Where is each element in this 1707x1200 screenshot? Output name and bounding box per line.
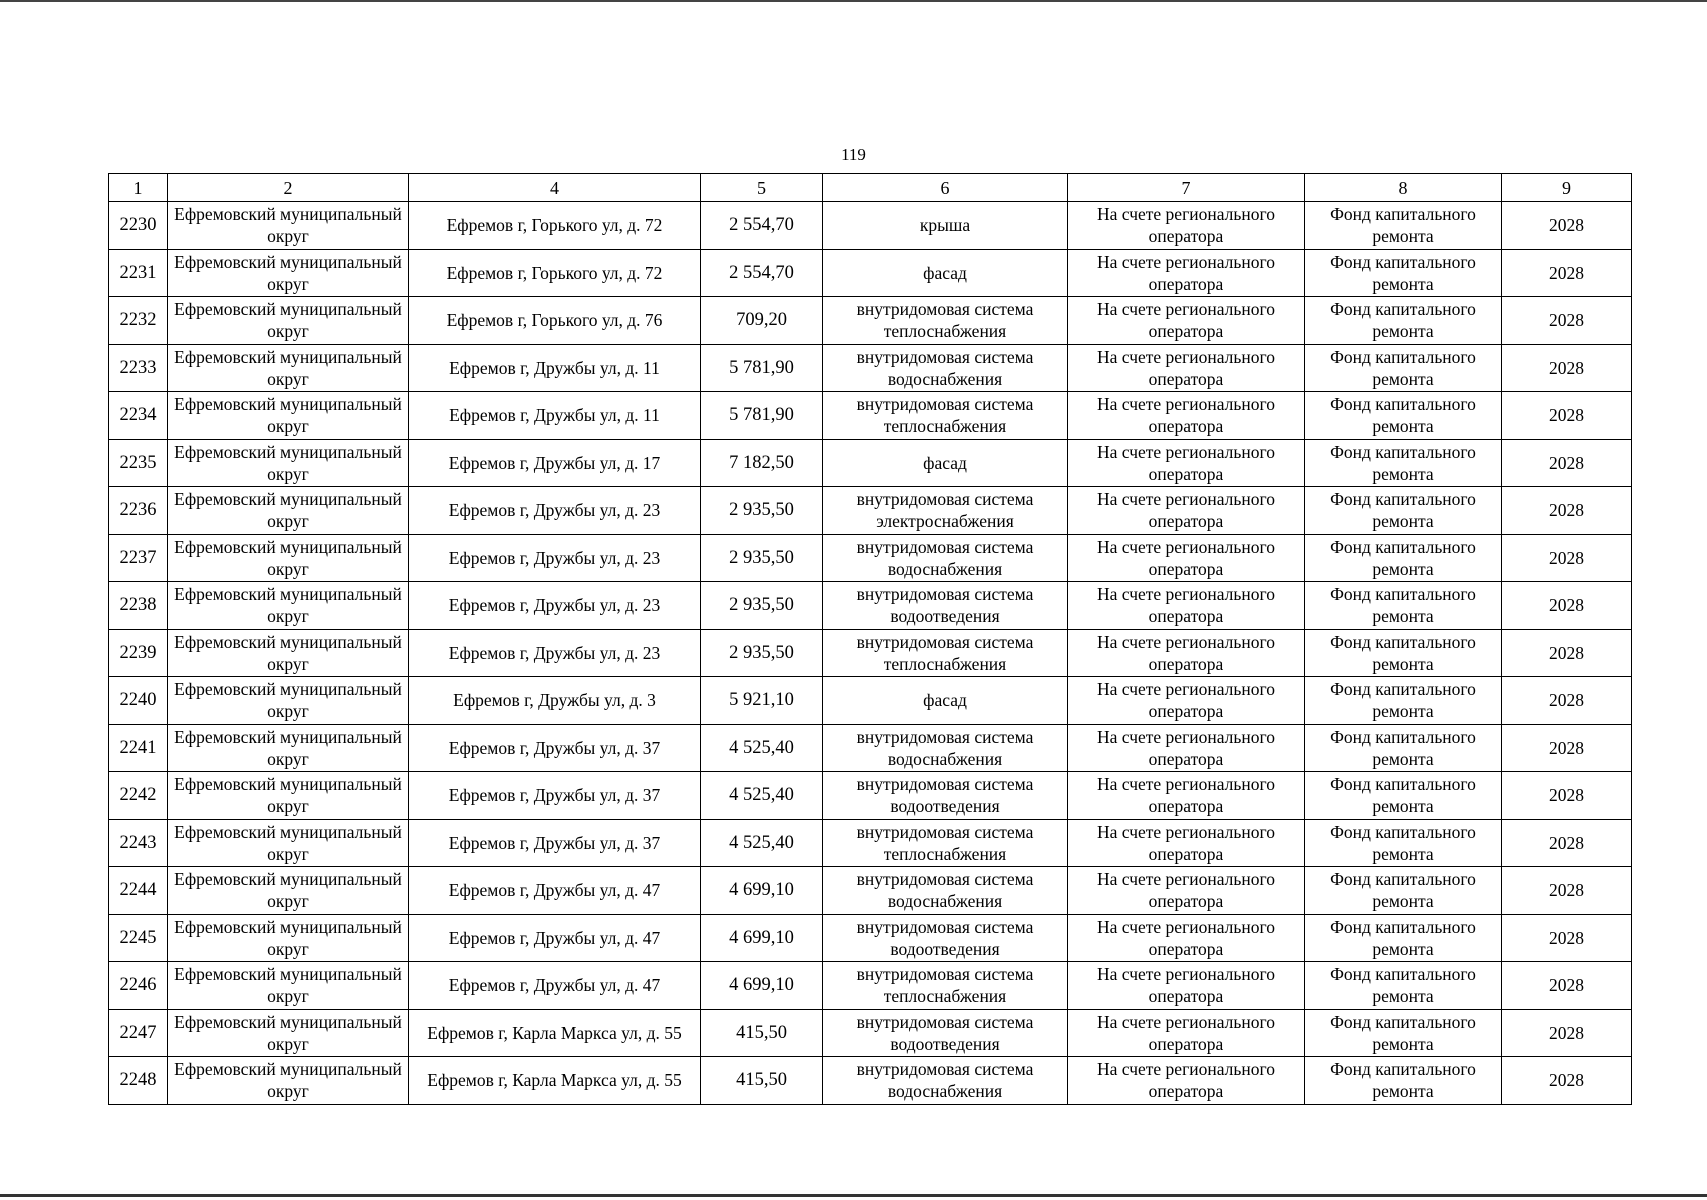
district-cell: Ефремовский муниципальный округ — [168, 1057, 409, 1105]
column-header: 7 — [1068, 174, 1305, 202]
row-number-cell: 2244 — [109, 867, 168, 915]
funding-source-cell: Фонд капитального ремонта — [1305, 392, 1502, 440]
year-cell: 2028 — [1502, 867, 1632, 915]
year-cell: 2028 — [1502, 439, 1632, 487]
table-row — [109, 629, 1632, 677]
address-cell: Ефремов г, Дружбы ул, д. 11 — [409, 344, 701, 392]
area-cell: 2 935,50 — [701, 582, 823, 630]
account-cell: На счете регионального оператора — [1068, 677, 1305, 725]
account-cell: На счете регионального оператора — [1068, 819, 1305, 867]
account-cell: На счете регионального оператора — [1068, 629, 1305, 677]
district-cell: Ефремовский муниципальный округ — [168, 724, 409, 772]
funding-source-cell: Фонд капитального ремонта — [1305, 582, 1502, 630]
work-type-cell: внутридомовая система теплоснабжения — [823, 819, 1068, 867]
table-row — [109, 819, 1632, 867]
funding-source-cell: Фонд капитального ремонта — [1305, 249, 1502, 297]
area-cell: 4 699,10 — [701, 914, 823, 962]
account-cell: На счете регионального оператора — [1068, 487, 1305, 535]
district-cell: Ефремовский муниципальный округ — [168, 629, 409, 677]
header-row — [109, 174, 1632, 202]
account-cell: На счете регионального оператора — [1068, 914, 1305, 962]
table-row — [109, 677, 1632, 725]
row-number-cell: 2242 — [109, 772, 168, 820]
work-type-cell: фасад — [823, 249, 1068, 297]
capital-repair-table — [108, 173, 1632, 1105]
table-row — [109, 772, 1632, 820]
funding-source-cell: Фонд капитального ремонта — [1305, 629, 1502, 677]
work-type-cell: внутридомовая система водоснабжения — [823, 344, 1068, 392]
work-type-cell: фасад — [823, 439, 1068, 487]
table-row — [109, 202, 1632, 250]
area-cell: 4 699,10 — [701, 867, 823, 915]
area-cell: 2 935,50 — [701, 629, 823, 677]
page-number: 119 — [841, 145, 866, 164]
table-row — [109, 914, 1632, 962]
account-cell: На счете регионального оператора — [1068, 202, 1305, 250]
district-cell: Ефремовский муниципальный округ — [168, 439, 409, 487]
account-cell: На счете регионального оператора — [1068, 772, 1305, 820]
column-header: 2 — [168, 174, 409, 202]
district-cell: Ефремовский муниципальный округ — [168, 914, 409, 962]
address-cell: Ефремов г, Дружбы ул, д. 37 — [409, 772, 701, 820]
work-type-cell: внутридомовая система водоотведения — [823, 582, 1068, 630]
area-cell: 415,50 — [701, 1057, 823, 1105]
account-cell: На счете регионального оператора — [1068, 867, 1305, 915]
table-row — [109, 534, 1632, 582]
row-number-cell: 2231 — [109, 249, 168, 297]
district-cell: Ефремовский муниципальный округ — [168, 962, 409, 1010]
row-number-cell: 2234 — [109, 392, 168, 440]
funding-source-cell: Фонд капитального ремонта — [1305, 297, 1502, 345]
district-cell: Ефремовский муниципальный округ — [168, 677, 409, 725]
area-cell: 5 921,10 — [701, 677, 823, 725]
area-cell: 4 699,10 — [701, 962, 823, 1010]
address-cell: Ефремов г, Дружбы ул, д. 23 — [409, 487, 701, 535]
account-cell: На счете регионального оператора — [1068, 962, 1305, 1010]
work-type-cell: фасад — [823, 677, 1068, 725]
row-number-cell: 2236 — [109, 487, 168, 535]
address-cell: Ефремов г, Дружбы ул, д. 47 — [409, 962, 701, 1010]
district-cell: Ефремовский муниципальный округ — [168, 772, 409, 820]
district-cell: Ефремовский муниципальный округ — [168, 249, 409, 297]
address-cell: Ефремов г, Дружбы ул, д. 23 — [409, 629, 701, 677]
work-type-cell: внутридомовая система водоснабжения — [823, 724, 1068, 772]
district-cell: Ефремовский муниципальный округ — [168, 534, 409, 582]
area-cell: 7 182,50 — [701, 439, 823, 487]
district-cell: Ефремовский муниципальный округ — [168, 1009, 409, 1057]
table-row — [109, 1057, 1632, 1105]
address-cell: Ефремов г, Карла Маркса ул, д. 55 — [409, 1057, 701, 1105]
column-header: 8 — [1305, 174, 1502, 202]
funding-source-cell: Фонд капитального ремонта — [1305, 534, 1502, 582]
year-cell: 2028 — [1502, 297, 1632, 345]
year-cell: 2028 — [1502, 534, 1632, 582]
address-cell: Ефремов г, Дружбы ул, д. 47 — [409, 867, 701, 915]
row-number-cell: 2239 — [109, 629, 168, 677]
area-cell: 4 525,40 — [701, 724, 823, 772]
year-cell: 2028 — [1502, 677, 1632, 725]
work-type-cell: внутридомовая система водоснабжения — [823, 1057, 1068, 1105]
address-cell: Ефремов г, Дружбы ул, д. 47 — [409, 914, 701, 962]
work-type-cell: внутридомовая система водоснабжения — [823, 867, 1068, 915]
year-cell: 2028 — [1502, 724, 1632, 772]
year-cell: 2028 — [1502, 1009, 1632, 1057]
row-number-cell: 2233 — [109, 344, 168, 392]
address-cell: Ефремов г, Дружбы ул, д. 37 — [409, 724, 701, 772]
district-cell: Ефремовский муниципальный округ — [168, 297, 409, 345]
address-cell: Ефремов г, Горького ул, д. 72 — [409, 249, 701, 297]
year-cell: 2028 — [1502, 772, 1632, 820]
funding-source-cell: Фонд капитального ремонта — [1305, 1009, 1502, 1057]
address-cell: Ефремов г, Дружбы ул, д. 23 — [409, 534, 701, 582]
account-cell: На счете регионального оператора — [1068, 249, 1305, 297]
district-cell: Ефремовский муниципальный округ — [168, 487, 409, 535]
account-cell: На счете регионального оператора — [1068, 344, 1305, 392]
address-cell: Ефремов г, Дружбы ул, д. 37 — [409, 819, 701, 867]
row-number-cell: 2232 — [109, 297, 168, 345]
address-cell: Ефремов г, Дружбы ул, д. 17 — [409, 439, 701, 487]
year-cell: 2028 — [1502, 629, 1632, 677]
funding-source-cell: Фонд капитального ремонта — [1305, 439, 1502, 487]
table-row — [109, 249, 1632, 297]
area-cell: 2 554,70 — [701, 202, 823, 250]
area-cell: 2 935,50 — [701, 534, 823, 582]
year-cell: 2028 — [1502, 819, 1632, 867]
funding-source-cell: Фонд капитального ремонта — [1305, 962, 1502, 1010]
row-number-cell: 2230 — [109, 202, 168, 250]
year-cell: 2028 — [1502, 392, 1632, 440]
funding-source-cell: Фонд капитального ремонта — [1305, 677, 1502, 725]
top-border-line — [0, 0, 1707, 2]
column-header: 6 — [823, 174, 1068, 202]
work-type-cell: внутридомовая система водоотведения — [823, 772, 1068, 820]
row-number-cell: 2241 — [109, 724, 168, 772]
year-cell: 2028 — [1502, 914, 1632, 962]
account-cell: На счете регионального оператора — [1068, 1057, 1305, 1105]
address-cell: Ефремов г, Дружбы ул, д. 23 — [409, 582, 701, 630]
area-cell: 415,50 — [701, 1009, 823, 1057]
column-header: 4 — [409, 174, 701, 202]
row-number-cell: 2248 — [109, 1057, 168, 1105]
row-number-cell: 2240 — [109, 677, 168, 725]
year-cell: 2028 — [1502, 962, 1632, 1010]
account-cell: На счете регионального оператора — [1068, 724, 1305, 772]
work-type-cell: внутридомовая система теплоснабжения — [823, 629, 1068, 677]
funding-source-cell: Фонд капитального ремонта — [1305, 202, 1502, 250]
address-cell: Ефремов г, Дружбы ул, д. 11 — [409, 392, 701, 440]
work-type-cell: внутридомовая система теплоснабжения — [823, 392, 1068, 440]
table-row — [109, 1009, 1632, 1057]
row-number-cell: 2237 — [109, 534, 168, 582]
area-cell: 4 525,40 — [701, 819, 823, 867]
address-cell: Ефремов г, Дружбы ул, д. 3 — [409, 677, 701, 725]
row-number-cell: 2247 — [109, 1009, 168, 1057]
address-cell: Ефремов г, Горького ул, д. 72 — [409, 202, 701, 250]
table-row — [109, 297, 1632, 345]
table-row — [109, 867, 1632, 915]
district-cell: Ефремовский муниципальный округ — [168, 344, 409, 392]
district-cell: Ефремовский муниципальный округ — [168, 867, 409, 915]
area-cell: 5 781,90 — [701, 392, 823, 440]
year-cell: 2028 — [1502, 1057, 1632, 1105]
district-cell: Ефремовский муниципальный округ — [168, 392, 409, 440]
year-cell: 2028 — [1502, 202, 1632, 250]
work-type-cell: внутридомовая система водоснабжения — [823, 534, 1068, 582]
account-cell: На счете регионального оператора — [1068, 1009, 1305, 1057]
funding-source-cell: Фонд капитального ремонта — [1305, 772, 1502, 820]
table-row — [109, 487, 1632, 535]
table-row — [109, 439, 1632, 487]
area-cell: 5 781,90 — [701, 344, 823, 392]
area-cell: 709,20 — [701, 297, 823, 345]
funding-source-cell: Фонд капитального ремонта — [1305, 914, 1502, 962]
column-header: 5 — [701, 174, 823, 202]
funding-source-cell: Фонд капитального ремонта — [1305, 487, 1502, 535]
year-cell: 2028 — [1502, 487, 1632, 535]
year-cell: 2028 — [1502, 249, 1632, 297]
funding-source-cell: Фонд капитального ремонта — [1305, 344, 1502, 392]
bottom-border-line — [0, 1194, 1707, 1197]
table-row — [109, 582, 1632, 630]
row-number-cell: 2235 — [109, 439, 168, 487]
work-type-cell: внутридомовая система водоотведения — [823, 914, 1068, 962]
row-number-cell: 2245 — [109, 914, 168, 962]
account-cell: На счете регионального оператора — [1068, 582, 1305, 630]
row-number-cell: 2246 — [109, 962, 168, 1010]
work-type-cell: внутридомовая система теплоснабжения — [823, 297, 1068, 345]
work-type-cell: крыша — [823, 202, 1068, 250]
area-cell: 2 935,50 — [701, 487, 823, 535]
area-cell: 2 554,70 — [701, 249, 823, 297]
address-cell: Ефремов г, Горького ул, д. 76 — [409, 297, 701, 345]
row-number-cell: 2243 — [109, 819, 168, 867]
funding-source-cell: Фонд капитального ремонта — [1305, 1057, 1502, 1105]
account-cell: На счете регионального оператора — [1068, 297, 1305, 345]
funding-source-cell: Фонд капитального ремонта — [1305, 819, 1502, 867]
table-row — [109, 392, 1632, 440]
account-cell: На счете регионального оператора — [1068, 534, 1305, 582]
funding-source-cell: Фонд капитального ремонта — [1305, 724, 1502, 772]
address-cell: Ефремов г, Карла Маркса ул, д. 55 — [409, 1009, 701, 1057]
table-row — [109, 344, 1632, 392]
table-row — [109, 724, 1632, 772]
row-number-cell: 2238 — [109, 582, 168, 630]
year-cell: 2028 — [1502, 344, 1632, 392]
district-cell: Ефремовский муниципальный округ — [168, 582, 409, 630]
table-row — [109, 962, 1632, 1010]
work-type-cell: внутридомовая система водоотведения — [823, 1009, 1068, 1057]
account-cell: На счете регионального оператора — [1068, 439, 1305, 487]
account-cell: На счете регионального оператора — [1068, 392, 1305, 440]
column-header: 1 — [109, 174, 168, 202]
funding-source-cell: Фонд капитального ремонта — [1305, 867, 1502, 915]
year-cell: 2028 — [1502, 582, 1632, 630]
area-cell: 4 525,40 — [701, 772, 823, 820]
district-cell: Ефремовский муниципальный округ — [168, 819, 409, 867]
work-type-cell: внутридомовая система электроснабжения — [823, 487, 1068, 535]
column-header: 9 — [1502, 174, 1632, 202]
work-type-cell: внутридомовая система теплоснабжения — [823, 962, 1068, 1010]
district-cell: Ефремовский муниципальный округ — [168, 202, 409, 250]
